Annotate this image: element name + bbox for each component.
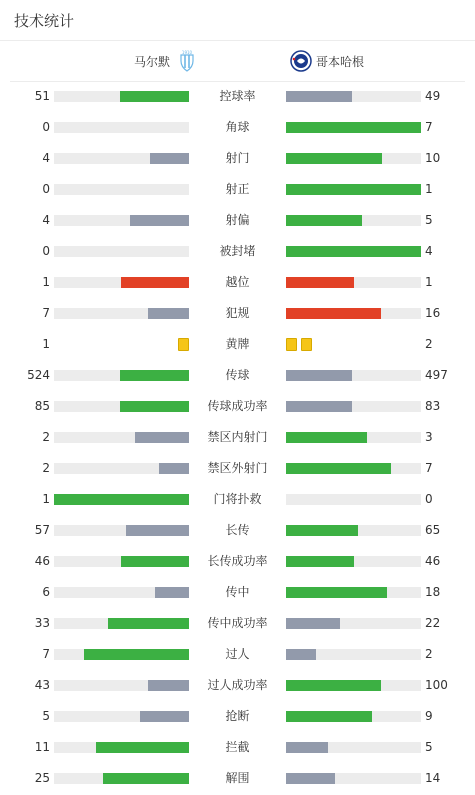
stat-row <box>0 391 475 422</box>
away-bar-fill <box>286 649 316 660</box>
stat-row <box>0 205 475 236</box>
away-bar-track <box>286 525 421 536</box>
away-stat-value: 497 <box>425 368 448 382</box>
home-bar-fill <box>103 773 189 784</box>
away-bar-fill <box>286 91 352 102</box>
home-bar-track <box>54 525 189 536</box>
stat-row <box>0 298 475 329</box>
home-team-name: 马尔默 <box>133 54 170 69</box>
stat-label: 传中 <box>225 585 250 599</box>
home-stat-value: 2 <box>42 430 50 444</box>
home-bar-track <box>54 432 189 443</box>
stat-row <box>0 763 475 794</box>
away-bar-fill <box>286 587 387 598</box>
away-bar-fill <box>286 122 421 133</box>
away-bar-track <box>286 184 421 195</box>
away-bar-track <box>286 308 421 319</box>
away-team-name: 哥本哈根 <box>316 54 365 69</box>
home-bar-fill <box>96 742 189 753</box>
away-bar-track <box>286 587 421 598</box>
stat-row <box>0 174 475 205</box>
home-bar-track <box>54 308 189 319</box>
home-bar-track <box>54 246 189 257</box>
away-stat-value: 49 <box>425 89 441 103</box>
home-stat-value: 33 <box>34 616 50 630</box>
stat-label: 传球成功率 <box>207 399 268 413</box>
away-stat-value: 1 <box>425 182 433 196</box>
away-bar-track <box>286 277 421 288</box>
home-stat-value: 524 <box>27 368 50 382</box>
away-bar-fill <box>286 184 421 195</box>
home-stat-value: 4 <box>42 151 50 165</box>
home-stat-value: 0 <box>42 244 50 258</box>
away-bar-track <box>286 649 421 660</box>
away-stat-value: 1 <box>425 275 433 289</box>
stat-label: 过人成功率 <box>207 678 268 692</box>
away-stat-value: 3 <box>425 430 433 444</box>
away-bar-track <box>286 432 421 443</box>
home-bar-fill <box>130 215 189 226</box>
yellow-card-icon <box>286 338 297 351</box>
page-title: 技术统计 <box>14 12 75 30</box>
stats-list <box>0 81 475 794</box>
away-bar-track <box>286 494 421 505</box>
away-bar-fill <box>286 773 335 784</box>
stat-label: 拦截 <box>225 740 250 754</box>
away-bar-track <box>286 122 421 133</box>
home-stat-value: 46 <box>34 554 50 568</box>
home-bar-track <box>54 773 189 784</box>
stat-label: 传中成功率 <box>207 616 268 630</box>
away-bar-fill <box>286 618 340 629</box>
home-stat-value: 1 <box>42 337 50 351</box>
stat-row <box>0 608 475 639</box>
stat-row <box>0 267 475 298</box>
home-bar-track <box>54 463 189 474</box>
home-bar-fill <box>155 587 189 598</box>
away-bar-track <box>286 773 421 784</box>
away-bar-fill <box>286 215 362 226</box>
yellow-card-icon <box>301 338 312 351</box>
away-bar-fill <box>286 711 372 722</box>
away-bar-track <box>286 618 421 629</box>
stat-label: 门将扑救 <box>213 492 262 506</box>
home-stat-value: 5 <box>42 709 50 723</box>
home-yellow-cards <box>178 338 189 351</box>
home-bar-track <box>54 742 189 753</box>
away-bar-track <box>286 153 421 164</box>
home-bar-fill <box>150 153 189 164</box>
away-bar-fill <box>286 308 381 319</box>
away-bar-fill <box>286 680 381 691</box>
svg-text:1910: 1910 <box>181 50 193 55</box>
away-bar-track <box>286 401 421 412</box>
away-bar-fill <box>286 246 421 257</box>
away-stat-value: 65 <box>425 523 441 537</box>
stat-row <box>0 236 475 267</box>
home-bar-fill <box>140 711 189 722</box>
away-bar-track <box>286 680 421 691</box>
stat-row <box>0 732 475 763</box>
away-stat-value: 18 <box>425 585 441 599</box>
home-bar-track <box>54 370 189 381</box>
stat-row <box>0 422 475 453</box>
stat-label: 射门 <box>225 151 250 165</box>
home-bar-fill <box>108 618 189 629</box>
home-bar-fill <box>148 308 189 319</box>
home-team[interactable] <box>134 41 198 81</box>
away-bar-fill <box>286 432 367 443</box>
away-bar-track <box>286 215 421 226</box>
home-bar-fill <box>120 401 189 412</box>
home-bar-fill <box>148 680 189 691</box>
home-bar-track <box>54 618 189 629</box>
stat-row <box>0 484 475 515</box>
stat-row <box>0 329 475 360</box>
home-bar-track <box>54 587 189 598</box>
away-bar-fill <box>286 277 354 288</box>
home-bar-fill <box>121 556 189 567</box>
away-stat-value: 7 <box>425 120 433 134</box>
home-bar-fill <box>84 649 189 660</box>
home-bar-track <box>54 184 189 195</box>
home-bar-fill <box>120 370 189 381</box>
away-bar-fill <box>286 401 352 412</box>
home-stat-value: 0 <box>42 182 50 196</box>
home-stat-value: 7 <box>42 647 50 661</box>
away-stat-value: 9 <box>425 709 433 723</box>
stat-label: 越位 <box>225 275 250 289</box>
home-bar-fill <box>126 525 189 536</box>
stat-label: 长传 <box>225 523 250 537</box>
home-stat-value: 2 <box>42 461 50 475</box>
away-stat-value: 0 <box>425 492 433 506</box>
stat-row <box>0 360 475 391</box>
home-bar-track <box>54 401 189 412</box>
away-stat-value: 4 <box>425 244 433 258</box>
home-stat-value: 85 <box>34 399 50 413</box>
home-bar-track <box>54 649 189 660</box>
home-bar-track <box>54 91 189 102</box>
away-bar-track <box>286 463 421 474</box>
home-stat-value: 51 <box>34 89 50 103</box>
away-bar-fill <box>286 370 352 381</box>
stat-row <box>0 701 475 732</box>
away-stat-value: 2 <box>425 337 433 351</box>
home-stat-value: 6 <box>42 585 50 599</box>
away-bar-track <box>286 556 421 567</box>
away-bar-fill <box>286 525 358 536</box>
away-bar-track <box>286 246 421 257</box>
teams-bar <box>10 41 465 82</box>
stat-label: 长传成功率 <box>207 554 268 568</box>
stat-label: 被封堵 <box>219 244 256 258</box>
stat-row <box>0 112 475 143</box>
home-stat-value: 7 <box>42 306 50 320</box>
home-bar-fill <box>121 277 189 288</box>
home-bar-track <box>54 494 189 505</box>
stat-label: 角球 <box>225 120 250 134</box>
away-bar-fill <box>286 742 328 753</box>
home-stat-value: 0 <box>42 120 50 134</box>
away-stat-value: 22 <box>425 616 441 630</box>
stat-row <box>0 143 475 174</box>
away-team[interactable] <box>290 41 364 81</box>
home-bar-fill <box>120 91 189 102</box>
away-bar-fill <box>286 463 391 474</box>
home-bar-track <box>54 215 189 226</box>
stats-header <box>0 0 475 41</box>
home-bar-track <box>54 122 189 133</box>
away-stat-value: 7 <box>425 461 433 475</box>
home-stat-value: 43 <box>34 678 50 692</box>
stat-label: 射偏 <box>225 213 250 227</box>
away-stat-value: 10 <box>425 151 441 165</box>
stat-label: 禁区内射门 <box>207 430 268 444</box>
home-bar-track <box>54 556 189 567</box>
home-bar-fill <box>54 494 189 505</box>
home-stat-value: 1 <box>42 275 50 289</box>
copenhagen-crest-icon <box>290 50 312 72</box>
home-stat-value: 1 <box>42 492 50 506</box>
home-stat-value: 11 <box>34 740 50 754</box>
stat-label: 黄牌 <box>225 337 250 351</box>
stat-row <box>0 577 475 608</box>
stat-row <box>0 639 475 670</box>
away-stat-value: 16 <box>425 306 441 320</box>
stat-row <box>0 81 475 112</box>
home-stat-value: 57 <box>34 523 50 537</box>
stat-label: 犯规 <box>225 306 250 320</box>
stat-label: 禁区外射门 <box>207 461 268 475</box>
malmo-crest-icon <box>176 50 198 72</box>
stat-row <box>0 546 475 577</box>
stat-row <box>0 515 475 546</box>
away-stat-value: 46 <box>425 554 441 568</box>
stat-label: 过人 <box>225 647 250 661</box>
home-bar-track <box>54 153 189 164</box>
home-bar-fill <box>159 463 189 474</box>
away-bar-track <box>286 711 421 722</box>
stat-label: 射正 <box>225 182 250 196</box>
home-stat-value: 25 <box>34 771 50 785</box>
home-stat-value: 4 <box>42 213 50 227</box>
away-yellow-cards <box>286 338 312 351</box>
yellow-card-icon <box>178 338 189 351</box>
away-bar-fill <box>286 556 354 567</box>
away-stat-value: 83 <box>425 399 441 413</box>
away-stat-value: 2 <box>425 647 433 661</box>
stat-label: 抢断 <box>225 709 250 723</box>
away-bar-track <box>286 91 421 102</box>
stat-label: 传球 <box>225 368 250 382</box>
away-bar-track <box>286 742 421 753</box>
home-bar-track <box>54 711 189 722</box>
away-stat-value: 14 <box>425 771 441 785</box>
away-stat-value: 5 <box>425 740 433 754</box>
away-stat-value: 100 <box>425 678 448 692</box>
stat-row <box>0 453 475 484</box>
home-bar-fill <box>135 432 189 443</box>
away-stat-value: 5 <box>425 213 433 227</box>
away-bar-fill <box>286 153 382 164</box>
away-bar-track <box>286 370 421 381</box>
home-bar-track <box>54 680 189 691</box>
stat-row <box>0 670 475 701</box>
stat-label: 解围 <box>225 771 250 785</box>
home-bar-track <box>54 277 189 288</box>
stat-label: 控球率 <box>219 89 256 103</box>
